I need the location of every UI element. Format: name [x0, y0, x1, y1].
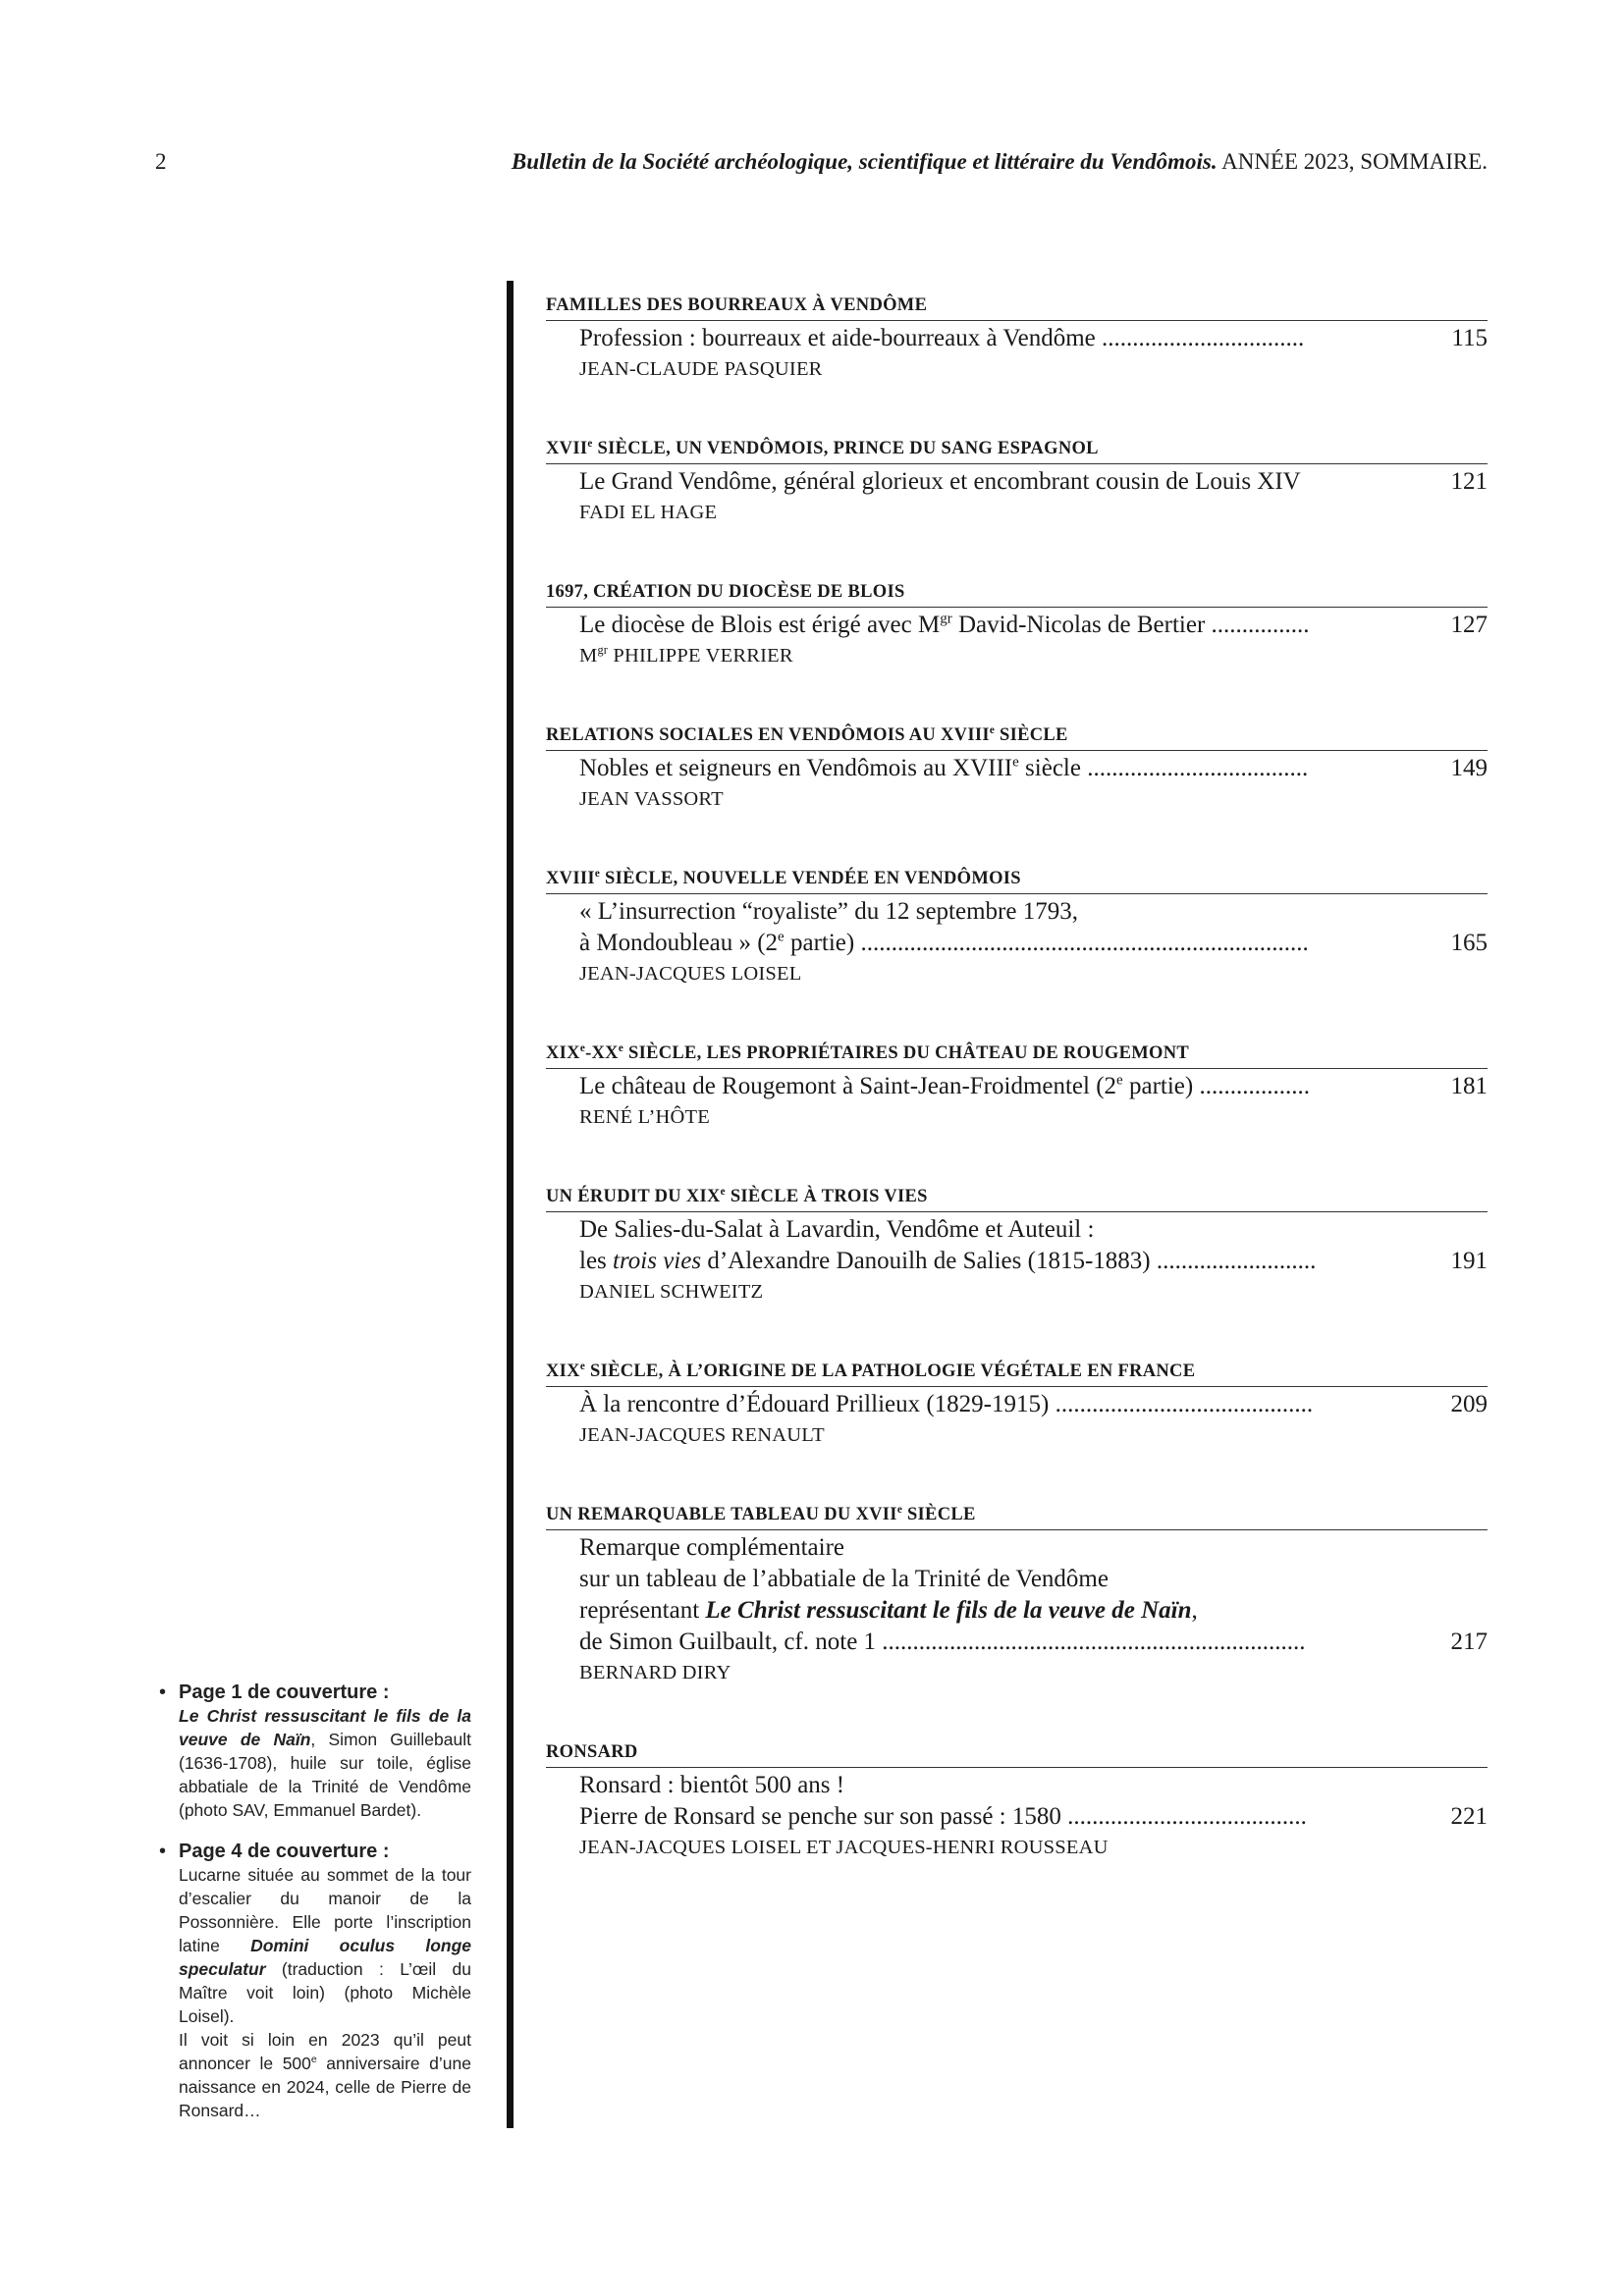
toc-section-bourreaux [546, 294, 1488, 438]
toc-section-grand-vendome [546, 438, 1488, 581]
entry-line[interactable]: à Mondoubleau » (2e partie) ......................................................................... 165 [579, 928, 1488, 959]
cover-note-page-1 [159, 1681, 471, 1822]
section-title: FAMILLES DES BOURREAUX À VENDÔME [546, 294, 1488, 321]
bullet-icon: • [159, 1682, 167, 1703]
author: JEAN VASSORT [579, 788, 724, 810]
entry-line[interactable]: Nobles et seigneurs en Vendômois au XVIIIe siècle .................................... 149 [579, 753, 1488, 784]
table-of-contents [546, 294, 1488, 1916]
page-ref: 127 [1450, 612, 1488, 638]
page-ref: 115 [1451, 325, 1488, 351]
toc-section-ronsard [546, 1741, 1488, 1916]
author: JEAN-CLAUDE PASQUIER [579, 358, 823, 380]
entry-line: De Salies-du-Salat à Lavardin, Vendôme et Auteuil : [579, 1216, 1095, 1243]
entry-line: Remarque complémentaire [579, 1534, 845, 1561]
author: $M^{gr}$ PHILIPPE VERRIER [579, 643, 793, 667]
entry-line[interactable]: Pierre de Ronsard se penche sur son passé : 1580 ....................................... 221 [579, 1801, 1488, 1833]
author: JEAN-JACQUES LOISEL ET JACQUES-HENRI ROUSSEAU [579, 1837, 1109, 1858]
entry-line[interactable]: Le diocèse de Blois est érigé avec $M^{gr}$ David-Nicolas de Bertier ................ 127 [579, 610, 1488, 641]
toc-section-prillieux [546, 1361, 1488, 1504]
entry-line[interactable]: les trois vies d’Alexandre Danouilh de Salies (1815-1883) .......................... 191 [579, 1246, 1488, 1277]
page-number: 2 [155, 149, 167, 174]
cover-note-page-4 [159, 1840, 471, 2122]
section-title: XIXe SIÈCLE, À L’ORIGINE DE LA PATHOLOGIE VÉGÉTALE EN FRANCE [546, 1361, 1488, 1387]
page-ref: 209 [1450, 1391, 1488, 1417]
entry-line[interactable]: Le château de Rougemont à Saint-Jean-Froidmentel (2e partie) .................. 181 [579, 1071, 1488, 1102]
entry-line: Ronsard : bientôt 500 ans ! [579, 1772, 845, 1798]
toc-section-relations-sociales [546, 724, 1488, 868]
entry-line[interactable]: de Simon Guilbault, cf. note 1 ..................................................................... 217 [579, 1627, 1488, 1658]
entry-line: représentant Le Christ ressuscitant le fils de la veuve de Naïn, [579, 1597, 1198, 1624]
entry-line[interactable]: Le Grand Vendôme, général glorieux et encombrant cousin de Louis XIV 121 [579, 466, 1488, 498]
bullet-icon: • [159, 1841, 167, 1862]
page-ref: 221 [1450, 1803, 1488, 1830]
author: JEAN-JACQUES RENAULT [579, 1424, 825, 1446]
page-ref: 191 [1450, 1248, 1488, 1274]
toc-section-diocese-blois [546, 581, 1488, 724]
author: BERNARD DIRY [579, 1662, 731, 1683]
note-body: Lucarne située au sommet de la tour d’escalier du manoir de la Possonnière. Elle porte l’inscription latine Domini oculus longe speculatur (traduction : L’œil du Maître voit loin) (photo Michèle Loisel). Il voit si loin en 2023 qu’il peut annoncer le 500e anniversaire d’une naissance en 2024, celle de Pierre de Ronsard… [179, 1865, 471, 2120]
toc-section-tableau [546, 1504, 1488, 1741]
note-label: Page 4 de couverture : [179, 1841, 390, 1862]
toc-section-erudit [546, 1186, 1488, 1361]
section-title: RELATIONS SOCIALES EN VENDÔMOIS AU XVIIIe SIÈCLE [546, 724, 1488, 751]
author: RENÉ L’HÔTE [579, 1106, 710, 1128]
toc-section-rougemont [546, 1042, 1488, 1186]
running-head [512, 149, 1488, 175]
entry-line: « L’insurrection “royaliste” du 12 septembre 1793, [579, 898, 1078, 925]
section-title: XVIIe SIÈCLE, UN VENDÔMOIS, PRINCE DU SANG ESPAGNOL [546, 438, 1488, 464]
section-title: UN ÉRUDIT DU XIXe SIÈCLE À TROIS VIES [546, 1186, 1488, 1212]
section-title: RONSARD [546, 1741, 1488, 1768]
entry-line[interactable]: À la rencontre d’Édouard Prillieux (1829-1915) .......................................... 209 [579, 1389, 1488, 1420]
section-title: 1697, CRÉATION DU DIOCÈSE DE BLOIS [546, 581, 1488, 608]
section-title: XIXe-XXe SIÈCLE, LES PROPRIÉTAIRES DU CHÂTEAU DE ROUGEMONT [546, 1042, 1488, 1069]
section-title: XVIIIe SIÈCLE, NOUVELLE VENDÉE EN VENDÔMOIS [546, 868, 1488, 894]
issue-label: ANNÉE 2023, SOMMAIRE. [1217, 149, 1488, 174]
page-ref: 217 [1450, 1629, 1488, 1655]
author: FADI EL HAGE [579, 502, 718, 523]
page-ref: 149 [1450, 755, 1488, 781]
note-label: Page 1 de couverture : [179, 1682, 390, 1703]
cover-notes [159, 1681, 471, 2140]
page-ref: 181 [1450, 1073, 1488, 1099]
page-ref: 121 [1450, 468, 1488, 495]
author: JEAN-JACQUES LOISEL [579, 963, 802, 985]
section-title: UN REMARQUABLE TABLEAU DU XVIIe SIÈCLE [546, 1504, 1488, 1530]
author: DANIEL SCHWEITZ [579, 1281, 764, 1303]
entry-line[interactable]: Profession : bourreaux et aide-bourreaux à Vendôme ................................. 115 [579, 323, 1488, 354]
journal-title: Bulletin de la Société archéologique, scientifique et littéraire du Vendômois. [511, 149, 1218, 174]
entry-line: sur un tableau de l’abbatiale de la Trinité de Vendôme [579, 1566, 1109, 1592]
vertical-rule [507, 281, 514, 2128]
note-body: Le Christ ressuscitant le fils de la veuve de Naïn, Simon Guillebault (1636-1708), huile sur toile, église abbatiale de la Trinité de Vendôme (photo SAV, Emmanuel Bardet). [179, 1706, 471, 1820]
page-ref: 165 [1450, 930, 1488, 956]
toc-section-nouvelle-vendee [546, 868, 1488, 1042]
